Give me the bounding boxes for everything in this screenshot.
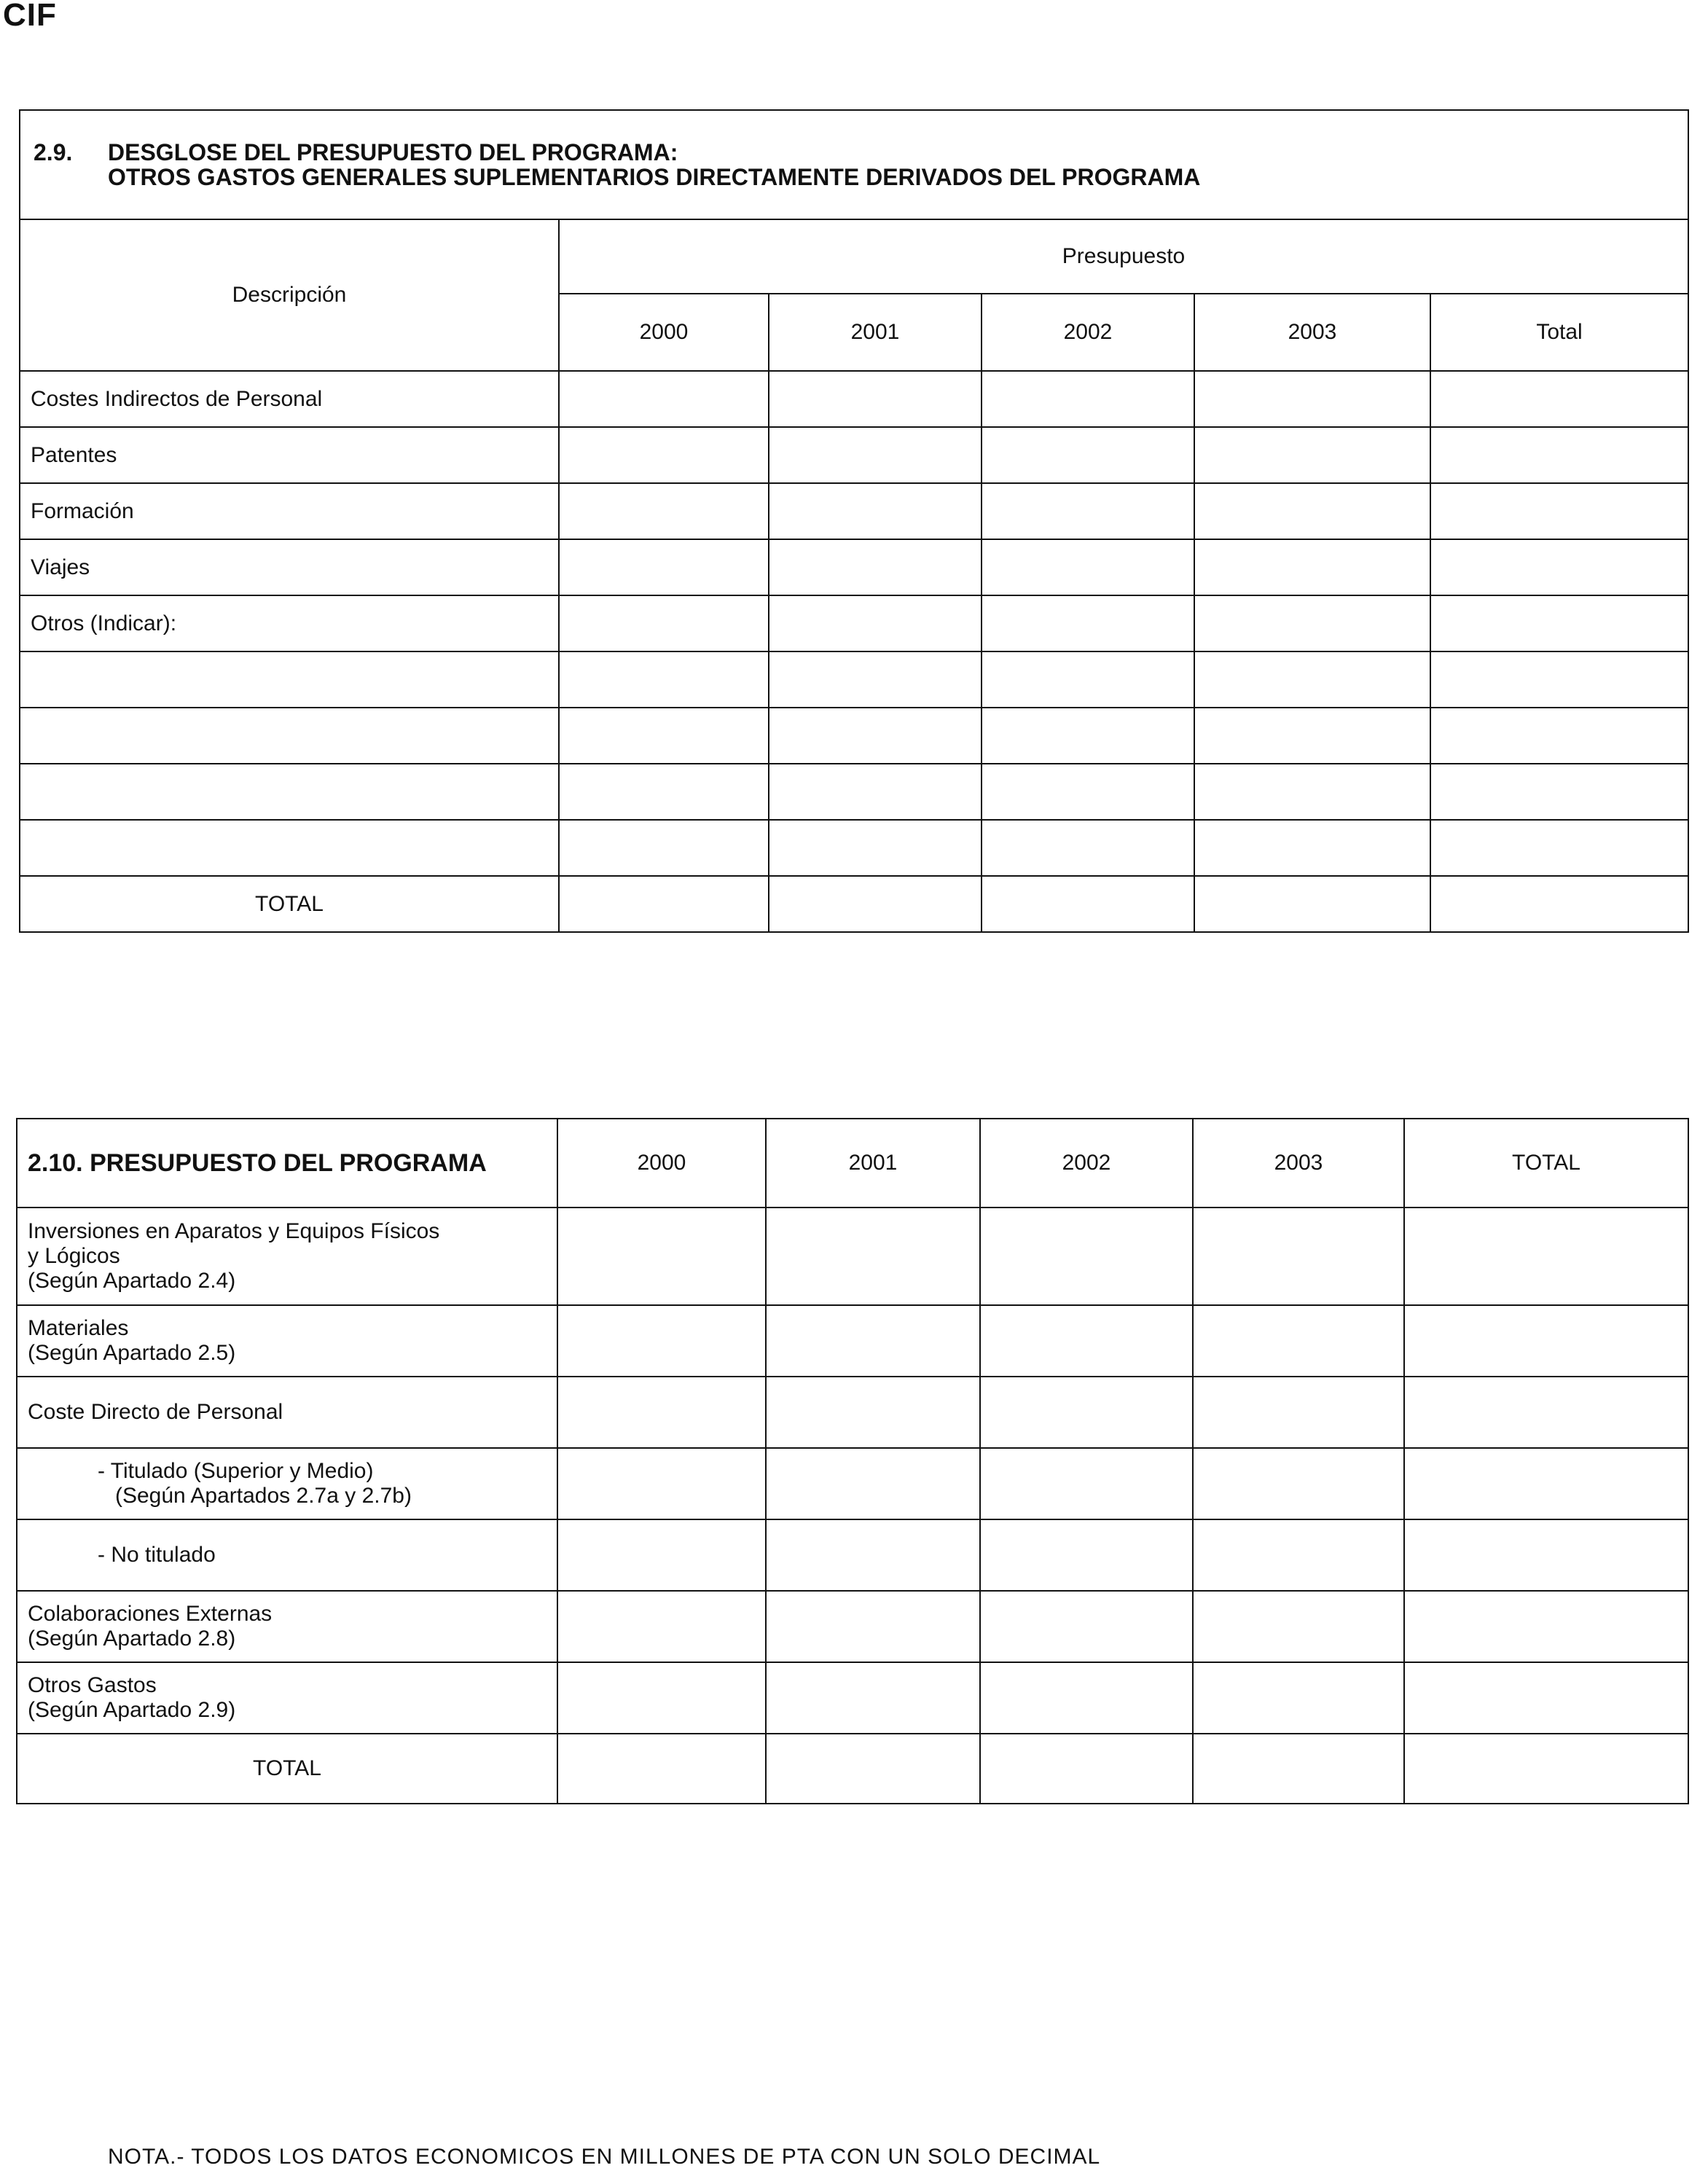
input-cell[interactable]: [1404, 1305, 1688, 1377]
input-cell[interactable]: [982, 539, 1194, 595]
table-row: [17, 1377, 1688, 1448]
input-cell[interactable]: [1430, 820, 1688, 876]
input-cell[interactable]: [1193, 1448, 1404, 1519]
input-cell[interactable]: [1194, 595, 1430, 651]
row-label: [17, 1448, 557, 1519]
input-cell[interactable]: [1193, 1305, 1404, 1377]
input-cell[interactable]: [1430, 483, 1688, 539]
input-cell[interactable]: [982, 820, 1194, 876]
input-cell[interactable]: [1194, 820, 1430, 876]
row-label: [17, 1208, 557, 1305]
year-header: 2001: [766, 1119, 980, 1208]
row-label-line: Coste Directo de Personal: [28, 1400, 283, 1424]
input-cell[interactable]: [557, 1591, 766, 1662]
input-cell[interactable]: [1194, 371, 1430, 427]
table-row: [20, 371, 1688, 427]
section-2-9-title: [20, 110, 1688, 219]
description-header: Descripción: [20, 219, 559, 371]
table-row: [20, 595, 1688, 651]
input-cell[interactable]: [557, 1662, 766, 1734]
input-cell[interactable]: [769, 708, 982, 764]
input-cell[interactable]: [1194, 427, 1430, 483]
total-row: [20, 876, 1688, 932]
input-cell[interactable]: [766, 1591, 980, 1662]
table-row: [17, 1208, 1688, 1305]
row-label: [17, 1662, 557, 1734]
total-label: TOTAL: [20, 876, 559, 932]
input-cell[interactable]: [1193, 1591, 1404, 1662]
table-2-10-program-budget: [16, 1118, 1689, 1804]
input-cell[interactable]: [1194, 876, 1430, 932]
table-row: [20, 427, 1688, 483]
input-cell[interactable]: [20, 764, 559, 820]
input-cell[interactable]: [20, 820, 559, 876]
blank-row: [20, 651, 1688, 708]
input-cell[interactable]: [982, 876, 1194, 932]
input-cell[interactable]: [559, 876, 769, 932]
input-cell[interactable]: [559, 595, 769, 651]
input-cell[interactable]: [1404, 1519, 1688, 1591]
input-cell[interactable]: [769, 371, 982, 427]
row-label: Patentes: [20, 427, 559, 483]
input-cell[interactable]: [557, 1519, 766, 1591]
section-number: 2.9.: [34, 139, 73, 165]
row-label-line: (Según Apartados 2.7a y 2.7b): [115, 1484, 412, 1508]
table-row: [17, 1662, 1688, 1734]
title-line-2: OTROS GASTOS GENERALES SUPLEMENTARIOS DIRECTAMENTE DERIVADOS DEL PROGRAMA: [108, 164, 1201, 190]
row-label: [17, 1305, 557, 1377]
input-cell[interactable]: [1193, 1662, 1404, 1734]
input-cell[interactable]: [769, 539, 982, 595]
year-header: 2000: [559, 294, 769, 371]
input-cell[interactable]: [1430, 595, 1688, 651]
year-header: 2000: [557, 1119, 766, 1208]
year-header: 2003: [1194, 294, 1430, 371]
input-cell[interactable]: [766, 1448, 980, 1519]
input-cell[interactable]: [557, 1208, 766, 1305]
input-cell[interactable]: [769, 820, 982, 876]
input-cell[interactable]: [769, 651, 982, 708]
input-cell[interactable]: [1404, 1448, 1688, 1519]
input-cell[interactable]: [1404, 1377, 1688, 1448]
table-row: [20, 483, 1688, 539]
input-cell[interactable]: [1193, 1377, 1404, 1448]
input-cell[interactable]: [1430, 539, 1688, 595]
input-cell[interactable]: [557, 1734, 766, 1804]
row-label: Viajes: [20, 539, 559, 595]
row-label: [17, 1377, 557, 1448]
input-cell[interactable]: [559, 539, 769, 595]
input-cell[interactable]: [1404, 1662, 1688, 1734]
input-cell[interactable]: [1194, 708, 1430, 764]
input-cell[interactable]: [557, 1448, 766, 1519]
input-cell[interactable]: [769, 427, 982, 483]
input-cell[interactable]: [1430, 427, 1688, 483]
input-cell[interactable]: [1430, 876, 1688, 932]
row-label-line: Inversiones en Aparatos y Equipos Físicos: [28, 1219, 440, 1243]
input-cell[interactable]: [769, 764, 982, 820]
footer-note: NOTA.- TODOS LOS DATOS ECONOMICOS EN MILLONES DE PTA CON UN SOLO DECIMAL: [108, 2145, 1101, 2169]
input-cell[interactable]: [559, 764, 769, 820]
input-cell[interactable]: [1430, 708, 1688, 764]
input-cell[interactable]: [559, 708, 769, 764]
input-cell[interactable]: [1404, 1208, 1688, 1305]
input-cell[interactable]: [559, 483, 769, 539]
input-cell[interactable]: [1194, 651, 1430, 708]
input-cell[interactable]: [982, 427, 1194, 483]
input-cell[interactable]: [1193, 1734, 1404, 1804]
input-cell[interactable]: [980, 1448, 1193, 1519]
row-label: [17, 1591, 557, 1662]
input-cell[interactable]: [769, 876, 982, 932]
input-cell[interactable]: [1404, 1734, 1688, 1804]
table-row: [17, 1519, 1688, 1591]
row-label-line: (Según Apartado 2.8): [28, 1627, 236, 1651]
year-header: 2001: [769, 294, 982, 371]
input-cell[interactable]: [1193, 1208, 1404, 1305]
table-row: [17, 1305, 1688, 1377]
input-cell[interactable]: [980, 1519, 1193, 1591]
year-header: 2002: [980, 1119, 1193, 1208]
input-cell[interactable]: [982, 651, 1194, 708]
input-cell[interactable]: [1193, 1519, 1404, 1591]
table-2-9-other-expenses: [19, 109, 1689, 933]
input-cell[interactable]: [980, 1662, 1193, 1734]
input-cell[interactable]: [20, 708, 559, 764]
row-label: [17, 1519, 557, 1591]
input-cell[interactable]: [1404, 1591, 1688, 1662]
input-cell[interactable]: [766, 1208, 980, 1305]
input-cell[interactable]: [769, 483, 982, 539]
input-cell[interactable]: [559, 820, 769, 876]
blank-row: [20, 820, 1688, 876]
table-row: [20, 539, 1688, 595]
input-cell[interactable]: [557, 1377, 766, 1448]
cif-label: CIF: [3, 0, 57, 33]
input-cell[interactable]: [982, 595, 1194, 651]
row-label: Otros (Indicar):: [20, 595, 559, 651]
input-cell[interactable]: [766, 1305, 980, 1377]
input-cell[interactable]: [980, 1377, 1193, 1448]
input-cell[interactable]: [1194, 483, 1430, 539]
input-cell[interactable]: [766, 1519, 980, 1591]
input-cell[interactable]: [980, 1305, 1193, 1377]
year-header: 2003: [1193, 1119, 1404, 1208]
year-header: 2002: [982, 294, 1194, 371]
input-cell[interactable]: [980, 1591, 1193, 1662]
input-cell[interactable]: [1430, 764, 1688, 820]
budget-header: Presupuesto: [559, 219, 1688, 294]
row-label-line: - Titulado (Superior y Medio): [98, 1459, 374, 1483]
input-cell[interactable]: [20, 651, 559, 708]
title-line-1: DESGLOSE DEL PRESUPUESTO DEL PROGRAMA:: [108, 139, 678, 165]
input-cell[interactable]: [766, 1377, 980, 1448]
input-cell[interactable]: [559, 427, 769, 483]
input-cell[interactable]: [982, 483, 1194, 539]
row-label-line: (Según Apartado 2.5): [28, 1341, 236, 1365]
input-cell[interactable]: [557, 1305, 766, 1377]
input-cell[interactable]: [980, 1734, 1193, 1804]
row-label-line: Otros Gastos: [28, 1673, 157, 1697]
total-label: TOTAL: [17, 1734, 557, 1804]
input-cell[interactable]: [559, 651, 769, 708]
row-label-line: (Según Apartado 2.9): [28, 1698, 236, 1722]
section-2-10-title: 2.10. PRESUPUESTO DEL PROGRAMA: [17, 1119, 557, 1208]
row-label-line: (Según Apartado 2.4): [28, 1269, 236, 1293]
input-cell[interactable]: [982, 764, 1194, 820]
input-cell[interactable]: [982, 708, 1194, 764]
input-cell[interactable]: [559, 371, 769, 427]
blank-row: [20, 764, 1688, 820]
row-label-line: - No titulado: [98, 1543, 216, 1567]
total-header: TOTAL: [1404, 1119, 1688, 1208]
input-cell[interactable]: [1430, 371, 1688, 427]
row-label-line: Colaboraciones Externas: [28, 1602, 273, 1626]
input-cell[interactable]: [982, 371, 1194, 427]
blank-row: [20, 708, 1688, 764]
input-cell[interactable]: [766, 1662, 980, 1734]
row-label-line: Materiales: [28, 1316, 129, 1340]
input-cell[interactable]: [769, 595, 982, 651]
input-cell[interactable]: [1194, 764, 1430, 820]
input-cell[interactable]: [980, 1208, 1193, 1305]
input-cell[interactable]: [1430, 651, 1688, 708]
input-cell[interactable]: [766, 1734, 980, 1804]
total-header: Total: [1430, 294, 1688, 371]
row-label-line: y Lógicos: [28, 1244, 120, 1268]
table-row: [17, 1448, 1688, 1519]
input-cell[interactable]: [1194, 539, 1430, 595]
table-row: [17, 1591, 1688, 1662]
row-label: Formación: [20, 483, 559, 539]
row-label: Costes Indirectos de Personal: [20, 371, 559, 427]
total-row: [17, 1734, 1688, 1804]
